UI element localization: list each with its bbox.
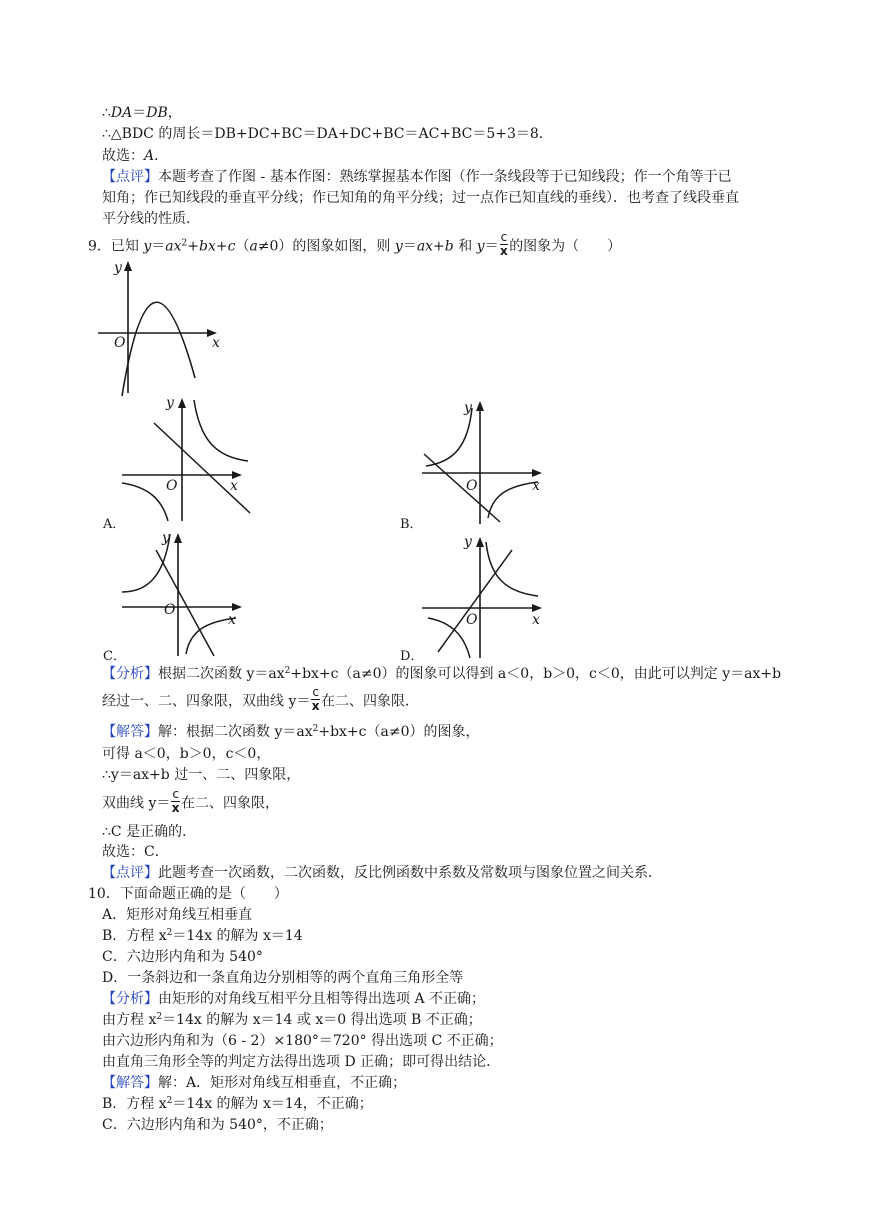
q10-analysis-line-3: 由六边形内角和为（6 - 2）×180°＝720° 得出选项 C 不正确； [102,1033,503,1049]
q10-option-c: C．六边形内角和为 540° [102,949,263,965]
q9-analysis-line-1: 【分析】根据二次函数 $y=ax^2+bx+c(a\ne 0)$的图象可以得到 a＜0，b＞0，c＜0，由此可以判定 y＝ax+b [102,666,782,682]
q10-answer-line-2: B．方程 $x^2=14x$ 的解为 x＝14，不正确； [102,1096,373,1112]
hyperbola-branch-q2 [426,408,472,466]
q10-analysis-line-4: 由直角三角形全等的判定方法得出选项 D 正确；即可得出结论． [102,1054,501,1070]
svg-text:y: y [162,530,170,546]
origin-label: O [114,335,126,351]
q10-option-b: B．方程 $x^2=14x$ 的解为 x＝14 [102,928,303,944]
parabola-figure [95,258,235,398]
option-c-graph [118,530,258,660]
fraction-c-over-x: $\frac{c}{x}$ [171,787,180,815]
answer-tag: 【解答】 [102,724,158,740]
option-b-label: B． [400,517,423,532]
fraction-c-over-x: $\frac{c}{x}$ [311,685,320,713]
q8-comment-line-1: 【点评】本题考查了作图 - 基本作图：熟练掌握基本作图（作一条线段等于已知线段；作一个角等于已 [102,169,732,185]
line-graph [438,550,512,652]
q10-option-d: D．一条斜边和一条直角边分别相等的两个直角三角形全等 [102,970,464,986]
q8-line-1: ∴DA＝DB， [102,105,182,121]
svg-text:y: y [464,400,472,416]
q8-comment-line-3: 平分线的性质． [102,211,200,227]
q10-answer-line-3: C．六边形内角和为 540°，不正确； [102,1117,333,1133]
svg-text:x: x [532,612,540,628]
hyperbola-branch-q4 [488,482,538,518]
svg-text:O: O [466,478,478,494]
analysis-tag: 【分析】 [102,666,158,682]
q9-comment-line: 【点评】此题考查一次函数，二次函数，反比例函数中系数及常数项与图象位置之间关系． [102,865,662,881]
hyperbola-branch-q1 [194,400,248,461]
comment-tag: 【点评】 [102,865,158,881]
q8-perimeter-line: ∴△BDC 的周长＝DB+DC+BC＝DA+DC+BC＝AC+BC＝5+3＝8． [102,126,553,142]
q9-answer-line-4: 双曲线 y＝ $\frac{c}{x}$ 在二、四象限， [102,787,279,815]
q10-answer-line-1: 【解答】解：A．矩形对角线互相垂直，不正确； [102,1075,407,1091]
q9-answer-line-6: 故选：C． [102,844,169,860]
q10-stem: 10．下面命题正确的是（ ） [88,886,288,902]
svg-text:O: O [466,612,478,628]
option-d-graph [418,534,558,664]
option-c-label: C． [103,649,126,664]
svg-text:x: x [532,478,540,494]
q10-option-a: A．矩形对角线互相垂直 [102,907,253,923]
hyperbola-branch-q3 [122,483,168,521]
q10-analysis-line-2: 由方程 $x^2=14x$ 的解为 x＝14 或 x＝0 得出选项 B 不正确； [102,1012,482,1028]
answer-tag: 【解答】 [102,1075,158,1091]
svg-text:O: O [164,602,176,618]
y-axis-label: y [114,260,122,276]
q8-choice-line: 故选：A． [102,148,169,164]
fraction-c-over-x: $\frac{c}{x}$ [500,230,508,258]
svg-text:x: x [228,612,236,628]
option-d-label: D． [400,649,424,664]
comment-tag: 【点评】 [102,169,158,185]
parabola-curve [122,302,195,396]
q9-stem: 9．已知 $y=ax^2+bx+c(a\ne 0)$的图象如图，则 y＝ax+b 和 y＝ $\frac{c}{x}$ 的图象为（ ） [88,230,622,258]
analysis-tag: 【分析】 [102,991,158,1007]
q9-answer-line-5: ∴C 是正确的． [102,824,197,840]
x-axis-label: x [212,335,220,351]
svg-text:x: x [230,478,238,494]
line-graph [154,423,250,513]
q9-answer-line-2: 可得 a＜0，b＞0，c＜0， [102,746,271,762]
option-b-graph [418,398,558,528]
svg-text:y: y [464,534,472,550]
option-a-graph [118,395,258,525]
q10-analysis-line-1: 【分析】由矩形的对角线互相平分且相等得出选项 A 不正确； [102,991,486,1007]
q9-answer-line-1: 【解答】解：根据二次函数 $y=ax^2+bx+c(a\ne 0)$的图象， [102,724,480,740]
q9-answer-line-3: ∴y＝ax+b 过一、二、四象限， [102,767,301,783]
q8-comment-line-2: 知角；作已知线段的垂直平分线；作已知角的角平分线；过一点作已知直线的垂线）．也考查了线段垂直 [102,190,739,206]
q9-analysis-line-2: 经过一、二、四象限，双曲线 y＝ $\frac{c}{x}$ 在二、四象限． [102,685,419,713]
option-a-label: A． [103,517,126,532]
svg-text:y: y [166,395,174,411]
svg-text:O: O [166,478,178,494]
y-axis-arrow [124,261,132,271]
